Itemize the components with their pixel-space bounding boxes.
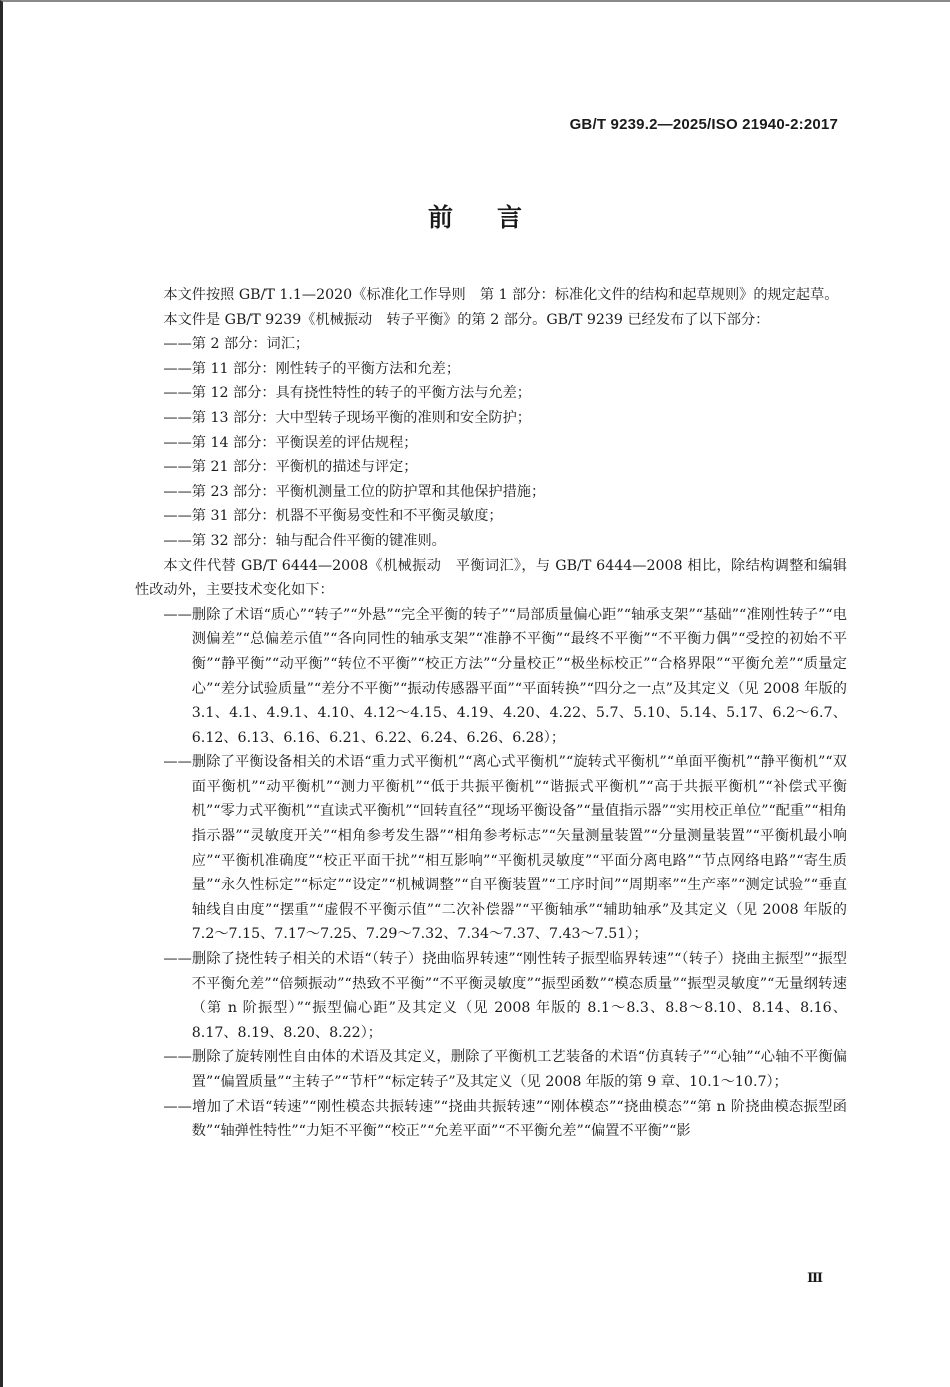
list-item-part-23: ——第 23 部分：平衡机测量工位的防护罩和其他保护措施； [163,483,546,500]
change-item-5: ——增加了术语“转速”“刚性模态共振转速”“挠曲共振转速”“刚体模态”“挠曲模态”“第 n 阶挠曲模态振型函数”“轴弹性特性”“力矩不平衡”“校正”“允差平面”“不平衡允差”“偏置不平衡”“影 [163,1098,847,1140]
changes-list [163,603,847,1144]
paragraph-drafting-rule: 本文件按照 GB/T 1.1—2020《标准化工作导则 第 1 部分：标准化文件的结构和起草规则》的规定起草。 [163,287,839,303]
list-item-part-11: ——第 11 部分：刚性转子的平衡方法和允差； [163,360,461,377]
change-item-1: ——删除了术语“质心”“转子”“外悬”“完全平衡的转子”“局部质量偏心距”“轴承支架”“基础”“准刚性转子”“电测偏差”“总偏差示值”“各向同性的轴承支架”“准静不平衡”“最终不平衡”“不平衡力偶”“受控的初始不平衡”“静平衡”“动平衡”“转位不平衡”“校正方法”“分量校正”“极坐标校正”“合格界限”“平衡允差”“质量定心”“差分试验质量”“差分不平衡”“振动传感器平面”“平面转换”“四分之一点”及其定义（见 2008 年版的 3.1、4.1、4.9.1、4.10、4.12～4.15、4.19、4.20、4.22、5.7、5.10、5.14、5.17、6.2～6.7、6.12、6.13、6.16、6.21、6.22、6.24、6.26、6.28）； [163,606,847,746]
list-item-part-13: ——第 13 部分：大中型转子现场平衡的准则和安全防护； [163,409,531,426]
list-item-part-32: ——第 32 部分：轴与配合件平衡的键准则。 [163,532,446,549]
title-char-1: 前 [427,203,453,232]
page-title [0,198,950,234]
list-item-part-12: ——第 12 部分：具有挠性特性的转子的平衡方法与允差； [163,385,531,402]
list-item-part-21: ——第 21 部分：平衡机的描述与评定； [163,459,418,476]
document-body [135,283,847,1144]
change-item-4: ——删除了旋转刚性自由体的术语及其定义，删除了平衡机工艺装备的术语“仿真转子”“心轴”“心轴不平衡偏置”“偏置质量”“主转子”“节杆”“标定转子”及其定义（见 2008 年版的第 9 章、10.1～10.7）； [163,1049,847,1090]
standard-code: GB/T 9239.2—2025/ISO 21940-2:2017 [569,116,838,133]
page-number: Ⅲ [807,1271,823,1286]
list-item-part-2: ——第 2 部分：词汇； [163,336,310,353]
paragraph-replacement: 本文件代替 GB/T 6444—2008《机械振动 平衡词汇》，与 GB/T 6444—2008 相比，除结构调整和编辑性改动外，主要技术变化如下： [135,557,847,599]
change-item-2: ——删除了平衡设备相关的术语“重力式平衡机”“离心式平衡机”“旋转式平衡机”“单面平衡机”“静平衡机”“双面平衡机”“动平衡机”“测力平衡机”“低于共振平衡机”“谐振式平衡机”“高于共振平衡机”“补偿式平衡机”“零力式平衡机”“直读式平衡机”“回转直径”“现场平衡设备”“量值指示器”“实用校正单位”“配重”“相角指示器”“灵敏度开关”“相角参考发生器”“相角参考标志”“矢量测量装置”“分量测量装置”“平衡机最小响应”“平衡机准确度”“校正平面干扰”“相互影响”“平衡机灵敏度”“平面分离电路”“节点网络电路”“寄生质量”“永久性标定”“标定”“设定”“机械调整”“自平衡装置”“工序时间”“周期率”“生产率”“测定试验”“垂直轴线自由度”“摆重”“虚假不平衡示值”“二次补偿器”“平衡轴承”“辅助轴承”及其定义（见 2008 年版的 7.2～7.15、7.17～7.25、7.29～7.32、7.34～7.37、7.43～7.51）； [163,754,847,943]
list-item-part-31: ——第 31 部分：机器不平衡易变性和不平衡灵敏度； [163,508,503,525]
title-char-2: 言 [497,203,523,232]
list-item-part-14: ——第 14 部分：平衡误差的评估规程； [163,434,418,451]
paragraph-part-intro: 本文件是 GB/T 9239《机械振动 转子平衡》的第 2 部分。GB/T 9239 已经发布了以下部分： [163,311,770,328]
change-item-3: ——删除了挠性转子相关的术语“（转子）挠曲临界转速”“刚性转子振型临界转速”“（转子）挠曲主振型”“振型不平衡允差”“倍频振动”“热致不平衡”“不平衡灵敏度”“振型函数”“模态质量”“振型灵敏度”“无量纲转速（第 n 阶振型）”“振型偏心距”及其定义（见 2008 年版的 8.1～8.3、8.8～8.10、8.14、8.16、8.17、8.19、8.20、8.22）； [163,951,847,1041]
